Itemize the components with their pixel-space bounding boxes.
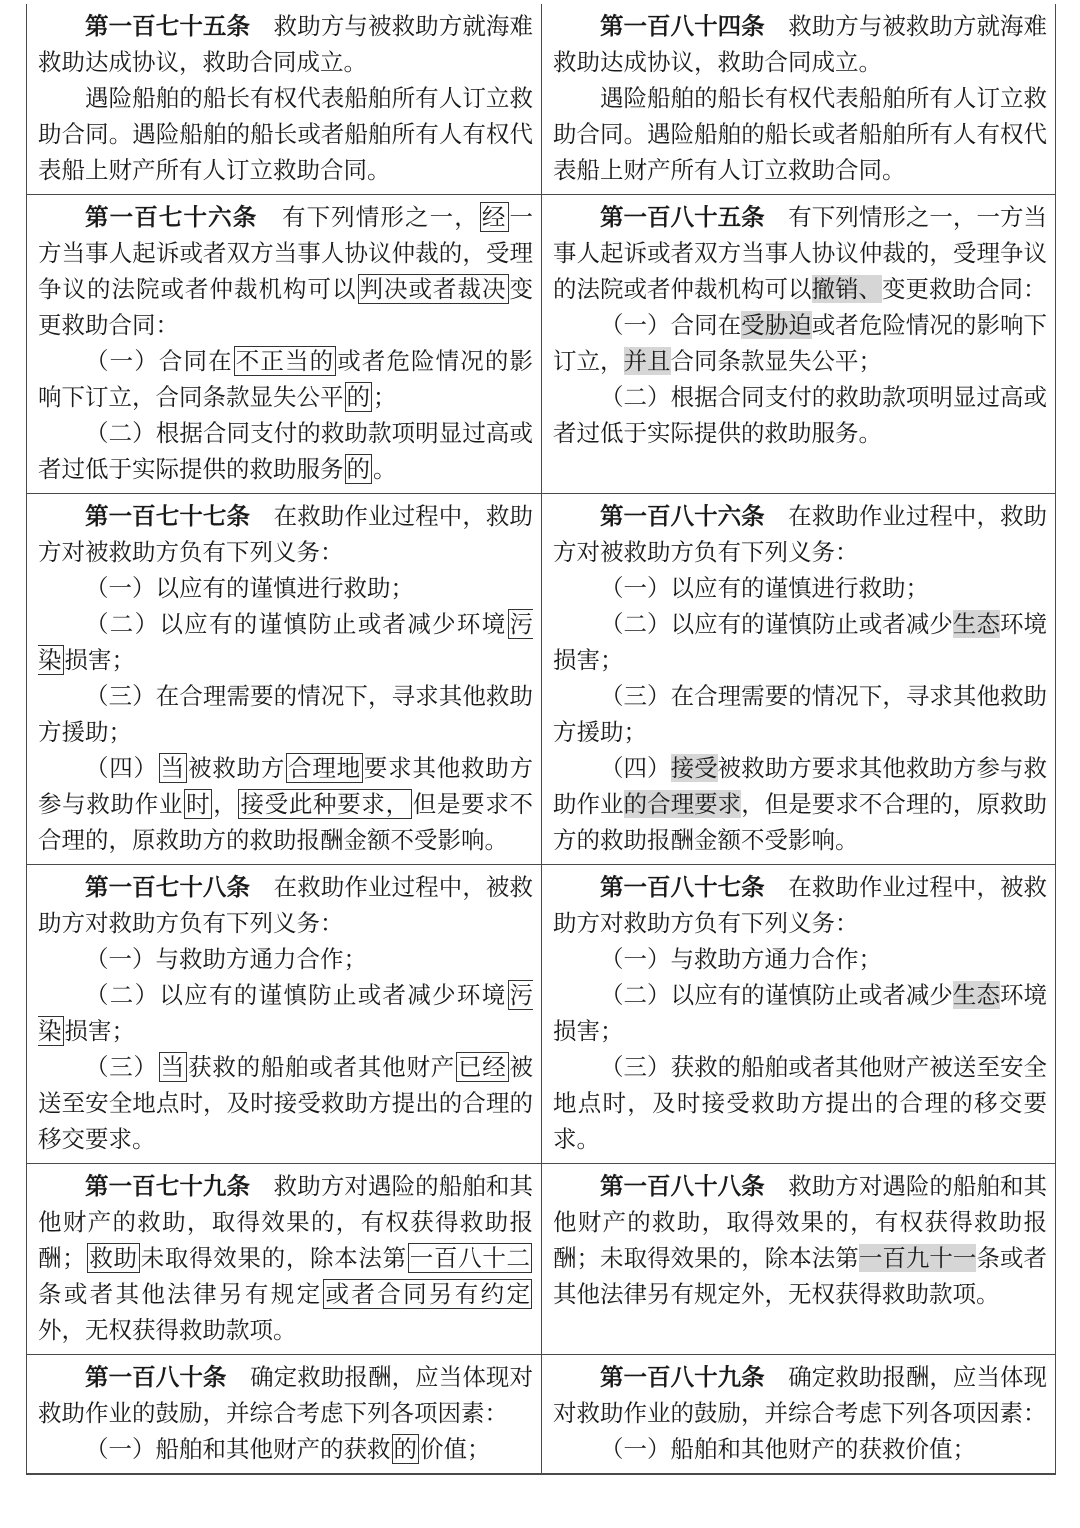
text-span: 救助方对遇险的船舶和其他财产的救助，取得效果的，有权获得救助报酬；未取得效果的，除本法第	[553, 1172, 1048, 1272]
article-paragraph	[38, 941, 533, 977]
text-span: 在救助作业过程中，被救助方对救助方负有下列义务：	[38, 873, 534, 937]
article-paragraph	[38, 1359, 533, 1431]
article-paragraph	[553, 977, 1047, 1049]
table-row	[27, 1164, 1056, 1355]
old-law-cell	[27, 4, 542, 195]
comparison-table-body	[27, 4, 1056, 1474]
text-span: （一）以应有的谨慎进行救助；	[600, 574, 929, 602]
old-law-cell	[27, 1355, 542, 1475]
article-number: 第一百七十五条	[85, 12, 251, 40]
article-paragraph	[553, 379, 1047, 451]
shaded-revised-text: 受胁迫	[741, 311, 812, 339]
article-number: 第一百八十七条	[600, 873, 765, 901]
shaded-revised-text: 撤销、	[811, 275, 882, 303]
text-span: 在救助作业过程中，被救助方对救助方负有下列义务：	[553, 873, 1048, 937]
new-law-cell	[542, 865, 1056, 1164]
new-law-cell	[542, 1355, 1056, 1475]
boxed-deleted-text: 的	[393, 1435, 417, 1463]
article-paragraph	[38, 498, 533, 570]
article-paragraph	[38, 80, 533, 188]
text-span: 有下列情形之一，一方当事人起诉或者双方当事人协议仲裁的，受理争议的法院或者仲裁机构可以	[553, 203, 1048, 303]
article-number: 第一百八十六条	[600, 502, 765, 530]
text-span: 被救助方	[188, 754, 286, 782]
article-number: 第一百七十七条	[85, 502, 251, 530]
text-span: 救助方对遇险的船舶和其他财产的救助，取得效果的，有权获得救助报酬；	[38, 1172, 534, 1272]
article-paragraph	[553, 80, 1047, 188]
text-span: 一方当事人起诉或者双方当事人协议仲裁的，受理争议的法院或者仲裁机构可以	[38, 203, 534, 303]
old-law-cell	[27, 195, 542, 494]
boxed-deleted-text: 合理地	[288, 754, 361, 782]
article-paragraph	[38, 343, 533, 415]
text-span: （二）以应有的谨慎防止或者减少	[600, 610, 953, 638]
article-paragraph	[38, 750, 533, 858]
article-paragraph	[38, 678, 533, 750]
article-paragraph	[38, 570, 533, 606]
boxed-deleted-text: 的	[346, 383, 370, 411]
text-span: 损害；	[64, 1017, 135, 1045]
article-paragraph	[553, 869, 1047, 941]
new-law-cell	[542, 494, 1056, 865]
article-paragraph	[38, 1168, 533, 1348]
text-span: （一）合同在	[600, 311, 742, 339]
boxed-deleted-text: 当	[160, 1053, 186, 1081]
text-span: 确定救助报酬，应当体现对救助作业的鼓励，并综合考虑下列各项因素：	[38, 1363, 533, 1427]
comparison-table	[26, 4, 1056, 1475]
table-row	[27, 195, 1056, 494]
article-paragraph	[553, 941, 1047, 977]
article-number: 第一百八十条	[85, 1363, 227, 1391]
table-row	[27, 4, 1056, 195]
article-number: 第一百七十六条	[85, 203, 258, 231]
text-span: （三）	[85, 1053, 158, 1081]
text-span: （二）以应有的谨慎防止或者减少环境	[85, 981, 507, 1009]
old-law-cell	[27, 1164, 542, 1355]
article-paragraph	[38, 199, 533, 343]
article-paragraph	[553, 750, 1047, 858]
text-span: 救助方与被救助方就海难救助达成协议，救助合同成立。	[553, 12, 1048, 76]
text-span: 被送至安全地点时，及时接受救助方提出的合理的移交要求。	[38, 1053, 534, 1153]
article-paragraph	[38, 8, 533, 80]
new-law-cell	[542, 1164, 1056, 1355]
text-span: 或者危险情况的影响下订立，	[553, 311, 1048, 375]
shaded-revised-text: 接受	[670, 754, 718, 782]
text-span: 价值；	[420, 1435, 491, 1463]
article-number: 第一百八十五条	[600, 203, 765, 231]
boxed-deleted-text: 经	[481, 203, 507, 231]
article-paragraph	[553, 1168, 1047, 1312]
article-paragraph	[553, 1431, 1047, 1467]
boxed-deleted-text: 污染	[38, 981, 533, 1045]
text-span: （二）以应有的谨慎防止或者减少环境	[85, 610, 507, 638]
text-span: 遇险船舶的船长有权代表船舶所有人订立救助合同。遇险船舶的船长或者船舶所有人有权代表船上财产所有人订立救助合同。	[38, 84, 533, 184]
text-span: （一）与救助方通力合作；	[600, 945, 882, 973]
new-law-cell	[542, 195, 1056, 494]
text-span: 。	[373, 455, 397, 483]
text-span: （四）	[600, 754, 671, 782]
shaded-revised-text: 并且	[623, 347, 671, 375]
table-row	[27, 1355, 1056, 1475]
boxed-deleted-text: 接受此种要求，	[240, 790, 410, 818]
article-paragraph	[38, 977, 533, 1049]
shaded-revised-text: 生态	[952, 610, 1000, 638]
text-span: 条或者其他法律另有规定	[38, 1280, 323, 1308]
article-paragraph	[38, 1431, 533, 1467]
boxed-deleted-text: 污染	[38, 610, 533, 674]
text-span: 在救助作业过程中，救助方对被救助方负有下列义务：	[553, 502, 1048, 566]
article-paragraph	[553, 1359, 1047, 1431]
text-span: 合同条款显失公平；	[670, 347, 882, 375]
text-span: （一）以应有的谨慎进行救助；	[85, 574, 414, 602]
text-span: （二）以应有的谨慎防止或者减少	[600, 981, 953, 1009]
text-span: 获救的船舶或者其他财产	[188, 1053, 455, 1081]
article-paragraph	[553, 199, 1047, 307]
table-row	[27, 494, 1056, 865]
text-span: （二）根据合同支付的救助款项明显过高或者过低于实际提供的救助服务。	[553, 383, 1047, 447]
shaded-revised-text: 的合理要求	[623, 790, 742, 818]
text-span: 未取得效果的，除本法第	[140, 1244, 407, 1272]
text-span: 变更救助合同：	[38, 275, 533, 339]
shaded-revised-text: 生态	[952, 981, 1000, 1009]
text-span: ，但是要求不合理的，原救助方的救助报酬金额不受影响。	[553, 790, 1048, 854]
article-number: 第一百七十八条	[85, 873, 251, 901]
boxed-deleted-text: 不正当的	[235, 347, 335, 375]
article-paragraph	[553, 606, 1047, 678]
boxed-deleted-text: 一百八十二	[409, 1244, 531, 1272]
text-span: ；	[373, 383, 397, 411]
old-law-cell	[27, 494, 542, 865]
text-span: （三）在合理需要的情况下，寻求其他救助方援助；	[38, 682, 533, 746]
text-span: 但是要求不合理的，原救助方的救助报酬金额不受影响。	[38, 790, 534, 854]
text-span: （三）在合理需要的情况下，寻求其他救助方援助；	[553, 682, 1047, 746]
text-span: 损害；	[64, 646, 135, 674]
boxed-deleted-text: 救助	[88, 1244, 138, 1272]
text-span: 要求其他救助方参与救助作业	[38, 754, 534, 818]
shaded-revised-text: 一百九十一	[858, 1244, 977, 1272]
article-paragraph	[553, 678, 1047, 750]
new-law-cell	[542, 4, 1056, 195]
boxed-deleted-text: 判决或者裁决	[359, 275, 507, 303]
text-span: （三）获救的船舶或者其他财产被送至安全地点时，及时接受救助方提出的合理的移交要求。	[553, 1053, 1047, 1153]
text-span: 变更救助合同：	[882, 275, 1047, 303]
text-span: 救助方与被救助方就海难救助达成协议，救助合同成立。	[38, 12, 534, 76]
text-span: 确定救助报酬，应当体现对救助作业的鼓励，并综合考虑下列各项因素：	[553, 1363, 1048, 1427]
article-paragraph	[553, 1049, 1047, 1157]
text-span: 或者危险情况的影响下订立，合同条款显失公平	[38, 347, 534, 411]
article-number: 第一百八十九条	[600, 1363, 765, 1391]
text-span: 被救助方要求其他救助方参与救助作业	[553, 754, 1048, 818]
text-span: 在救助作业过程中，救助方对被救助方负有下列义务：	[38, 502, 534, 566]
boxed-deleted-text: 时	[186, 790, 211, 818]
article-paragraph	[38, 415, 533, 487]
text-span: （一）合同在	[85, 347, 233, 375]
boxed-deleted-text: 或者合同另有约定	[325, 1280, 531, 1308]
boxed-deleted-text: 当	[160, 754, 186, 782]
article-paragraph	[38, 869, 533, 941]
table-row	[27, 865, 1056, 1164]
old-law-cell	[27, 865, 542, 1164]
article-paragraph	[38, 606, 533, 678]
article-paragraph	[553, 307, 1047, 379]
text-span: 遇险船舶的船长有权代表船舶所有人订立救助合同。遇险船舶的船长或者船舶所有人有权代表船上财产所有人订立救助合同。	[553, 84, 1047, 184]
boxed-deleted-text: 的	[346, 455, 370, 483]
text-span: （一）船舶和其他财产的获救	[85, 1435, 391, 1463]
text-span: （二）根据合同支付的救助款项明显过高或者过低于实际提供的救助服务	[38, 419, 533, 483]
text-span: 有下列情形之一，	[257, 203, 479, 231]
text-span: 条或者其他法律另有规定外，无权获得救助款项。	[553, 1244, 1048, 1308]
article-paragraph	[38, 1049, 533, 1157]
text-span: 环境损害；	[553, 981, 1048, 1045]
article-number: 第一百八十四条	[600, 12, 765, 40]
article-paragraph	[553, 498, 1047, 570]
text-span: （一）船舶和其他财产的获救价值；	[600, 1435, 976, 1463]
text-span: （一）与救助方通力合作；	[85, 945, 367, 973]
text-span: 环境损害；	[553, 610, 1048, 674]
article-number: 第一百七十九条	[85, 1172, 251, 1200]
text-span: ，	[213, 790, 238, 818]
text-span: 外，无权获得救助款项。	[38, 1316, 297, 1344]
boxed-deleted-text: 已经	[457, 1053, 507, 1081]
article-paragraph	[553, 570, 1047, 606]
article-number: 第一百八十八条	[600, 1172, 765, 1200]
article-paragraph	[553, 8, 1047, 80]
text-span: （四）	[85, 754, 158, 782]
